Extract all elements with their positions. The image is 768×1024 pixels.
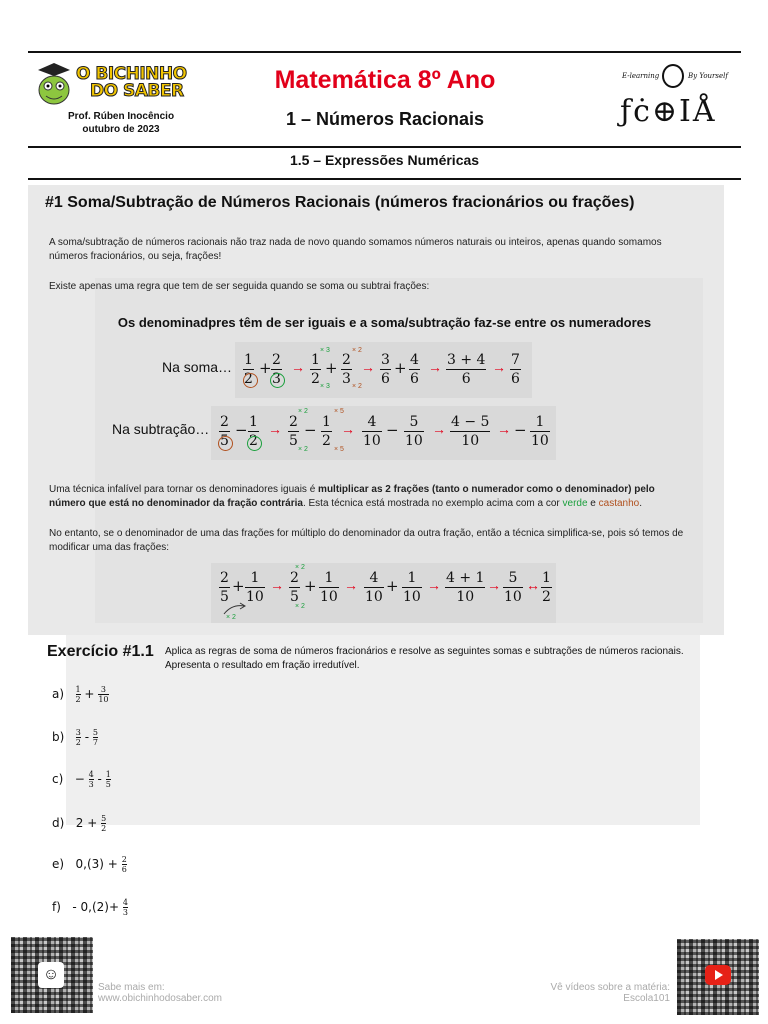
mult-marker: × 2 — [352, 347, 362, 354]
arrow: → — [361, 359, 375, 375]
item-prefix: 0,(3) + — [75, 857, 118, 871]
item-operator: - — [97, 772, 102, 786]
arrow: → — [487, 577, 501, 593]
paragraph-intro-line1: A soma/subtração de números racionais não traz nada de novo quando somamos números naturais ou inteiros, apenas quando somamos — [49, 237, 662, 248]
item-prefix: 2 + — [75, 816, 98, 830]
item-label: d) — [52, 816, 65, 830]
mult-marker: × 2 — [295, 603, 305, 610]
paragraph-intro — [49, 236, 709, 264]
item-fraction: $\frac{4}{3}$ — [88, 770, 94, 789]
mult-marker: × 2 — [352, 383, 362, 390]
page-subtitle: 1 – Números Racionais — [285, 109, 485, 129]
arrow: → — [492, 359, 506, 375]
page-title: Matemática 8º Ano — [274, 66, 496, 94]
simp-fraction-7: 4 + 1 10 — [446, 570, 485, 605]
item-fraction: $\frac{4}{3}$ — [122, 898, 128, 917]
bichinho-logo — [34, 60, 196, 112]
item-fraction: $\frac{5}{7}$ — [92, 728, 98, 747]
brown-circle-marker — [243, 373, 258, 388]
author-info — [46, 110, 196, 136]
section-title: 1.5 – Expressões Numéricas — [289, 152, 480, 168]
soma-fraction-1: 1 2 — [244, 352, 253, 387]
exercise-instructions-line1: Aplica as regras de soma de números fracionários e resolve as seguintes somas e subtrações de números racionais. — [165, 646, 684, 657]
mult-marker: × 3 — [320, 383, 330, 390]
topic-heading: #1 Soma/Subtração de Números Racionais (números fracionários ou frações) — [45, 194, 635, 211]
sub-fraction-1: 2 5 — [220, 414, 229, 449]
arrow: → — [427, 577, 441, 593]
item-operator: - — [84, 730, 90, 744]
item-fraction: $\frac{1}{2}$ — [75, 685, 81, 704]
soma-fraction-4: 2 3 — [342, 352, 351, 387]
plus-sign: + — [259, 359, 272, 377]
mult-marker: × 5 — [334, 446, 344, 453]
date: outubro de 2023 — [82, 124, 160, 135]
paragraph-rule-intro: Existe apenas uma regra que tem de ser seguida quando se soma ou subtrai frações: — [49, 281, 430, 292]
plus-sign: + — [232, 577, 245, 595]
exercise-item-b — [52, 728, 98, 747]
technique-bold-2: número que está no denominador da fração contrária — [49, 498, 303, 509]
item-fraction: $\frac{3}{2}$ — [75, 728, 81, 747]
soma-fraction-7: 3 + 4 6 — [447, 352, 486, 387]
simp-fraction-9: 1 2 — [542, 570, 551, 605]
item-fraction: $\frac{1}{5}$ — [105, 770, 111, 789]
technique-text-2: . Esta técnica está mostrada no exemplo acima com a cor — [302, 498, 563, 509]
soma-fraction-2: 2 3 — [272, 352, 281, 387]
arrow: → — [270, 577, 284, 593]
simp-fraction-8: 5 10 — [504, 570, 522, 605]
soma-label: Na soma… — [162, 359, 233, 375]
mascot-icon: ☺ — [38, 962, 64, 988]
footer-right — [520, 982, 670, 1004]
minus-sign: − — [386, 421, 399, 439]
arrow: → — [341, 421, 355, 437]
mult-marker: × 2 — [298, 408, 308, 415]
section-divider — [28, 178, 741, 180]
green-circle-marker — [247, 436, 262, 451]
footer-website-link[interactable]: www.obichinhodosaber.com — [98, 993, 222, 1004]
soma-fraction-5: 3 6 — [381, 352, 390, 387]
item-fraction: $\frac{2}{6}$ — [121, 855, 127, 874]
item-fraction: $\frac{5}{2}$ — [101, 814, 107, 833]
arrow: → — [344, 577, 358, 593]
paragraph-multiple — [49, 527, 709, 555]
soma-fraction-8: 7 6 — [511, 352, 520, 387]
sub-fraction-3: 2 5 — [289, 414, 298, 449]
paragraph-multiple-line2: modificar uma das frações: — [49, 542, 170, 553]
rule-statement: Os denominadpres têm de ser iguais e a soma/subtração faz-se entre os numeradores — [117, 315, 652, 330]
sub-label: Na subtração… — [112, 421, 210, 437]
arrow: → — [291, 359, 305, 375]
minus-sign: − — [514, 421, 527, 439]
mult-marker: × 3 — [320, 347, 330, 354]
paragraph-technique — [49, 483, 709, 511]
item-operator: + — [84, 687, 95, 701]
mult-marker: × 2 — [226, 614, 236, 621]
exercise-instructions — [165, 645, 705, 673]
exercise-title: Exercício #1.1 — [47, 643, 154, 660]
paragraph-multiple-line1: No entanto, se o denominador de uma das frações for múltiplo do denominador da outra fração, então a técnica simplifica-se, pois só temos de — [49, 528, 684, 539]
item-label: a) — [52, 687, 65, 701]
exercise-item-a — [52, 685, 109, 704]
item-label: b) — [52, 730, 65, 744]
green-word: verde — [562, 498, 588, 509]
simp-fraction-4: 1 10 — [320, 570, 338, 605]
right-logo — [618, 64, 728, 136]
footer-channel-link[interactable]: Escola101 — [623, 993, 670, 1004]
arrow: → — [428, 359, 442, 375]
technique-bold: multiplicar as 2 frações (tanto o numerador como o denominador) pelo — [318, 484, 655, 495]
science-icons-logo: ƒċ⊕IÅ — [620, 94, 717, 129]
item-prefix: - 0,(2)+ — [72, 900, 120, 914]
minus-sign: − — [304, 421, 317, 439]
item-fraction: $\frac{3}{10}$ — [98, 685, 109, 704]
item-label: c) — [52, 772, 64, 786]
sub-fraction-6: 5 10 — [405, 414, 423, 449]
exercise-item-f — [52, 898, 128, 917]
mult-marker: × 5 — [334, 408, 344, 415]
simp-fraction-5: 4 10 — [365, 570, 383, 605]
item-prefix: − — [74, 772, 85, 786]
soma-fraction-3: 1 2 — [311, 352, 320, 387]
simp-fraction-2: 1 10 — [246, 570, 264, 605]
byyourself-tag: By Yourself — [688, 72, 728, 80]
brown-circle-marker — [218, 436, 233, 451]
arrow: → — [432, 421, 446, 437]
logo-text-1: O BICHINHO — [76, 64, 187, 84]
footer-right-label: Vê vídeos sobre a matéria: — [550, 982, 670, 993]
arrow: → — [497, 421, 511, 437]
plus-sign: + — [394, 359, 407, 377]
item-label: e) — [52, 857, 65, 871]
elearning-tag: E-learning — [622, 72, 660, 80]
plus-sign: + — [325, 359, 338, 377]
item-label: f) — [52, 900, 61, 914]
technique-text: Uma técnica infalível para tornar os denominadores iguais é — [49, 484, 319, 495]
header-divider — [28, 146, 741, 148]
brown-word: castanho — [598, 498, 640, 509]
mascot-icon — [34, 60, 74, 110]
mult-marker: × 2 — [298, 446, 308, 453]
soma-fraction-6: 4 6 — [410, 352, 419, 387]
exercise-item-e — [52, 855, 127, 874]
simp-fraction-3: 2 5 — [290, 570, 299, 605]
sub-fraction-4: 1 2 — [322, 414, 331, 449]
minus-sign: − — [235, 421, 248, 439]
technique-end: . — [639, 498, 643, 509]
top-border — [28, 51, 741, 53]
paragraph-intro-line2: números fracionários, ou seja, frações! — [49, 251, 222, 262]
simp-fraction-6: 1 10 — [403, 570, 421, 605]
sub-fraction-5: 4 10 — [363, 414, 381, 449]
exercise-instructions-line2: Apresenta o resultado em fração irredutível. — [165, 660, 360, 671]
technique-text-3: e — [587, 498, 599, 509]
plus-sign: + — [386, 577, 399, 595]
bidirectional-arrow: ↔ — [526, 577, 540, 593]
sub-fraction-8: 1 10 — [531, 414, 549, 449]
simp-fraction-1: 2 5 — [220, 570, 229, 605]
logo-text-2: DO SABER — [90, 81, 184, 101]
arrow: → — [268, 421, 282, 437]
sub-fraction-2: 1 2 — [249, 414, 258, 449]
exercise-item-c — [52, 770, 111, 789]
exercise-item-d — [52, 814, 106, 833]
sub-fraction-7: 4 − 5 10 — [451, 414, 490, 449]
mult-marker: × 2 — [295, 564, 305, 571]
footer-left — [98, 982, 222, 1004]
plus-sign: + — [304, 577, 317, 595]
e-circle-icon — [662, 64, 684, 88]
youtube-icon — [705, 965, 731, 985]
footer-left-label: Sabe mais em: — [98, 982, 165, 993]
green-circle-marker — [270, 373, 285, 388]
prof-name: Prof. Rúben Inocêncio — [67, 111, 175, 122]
